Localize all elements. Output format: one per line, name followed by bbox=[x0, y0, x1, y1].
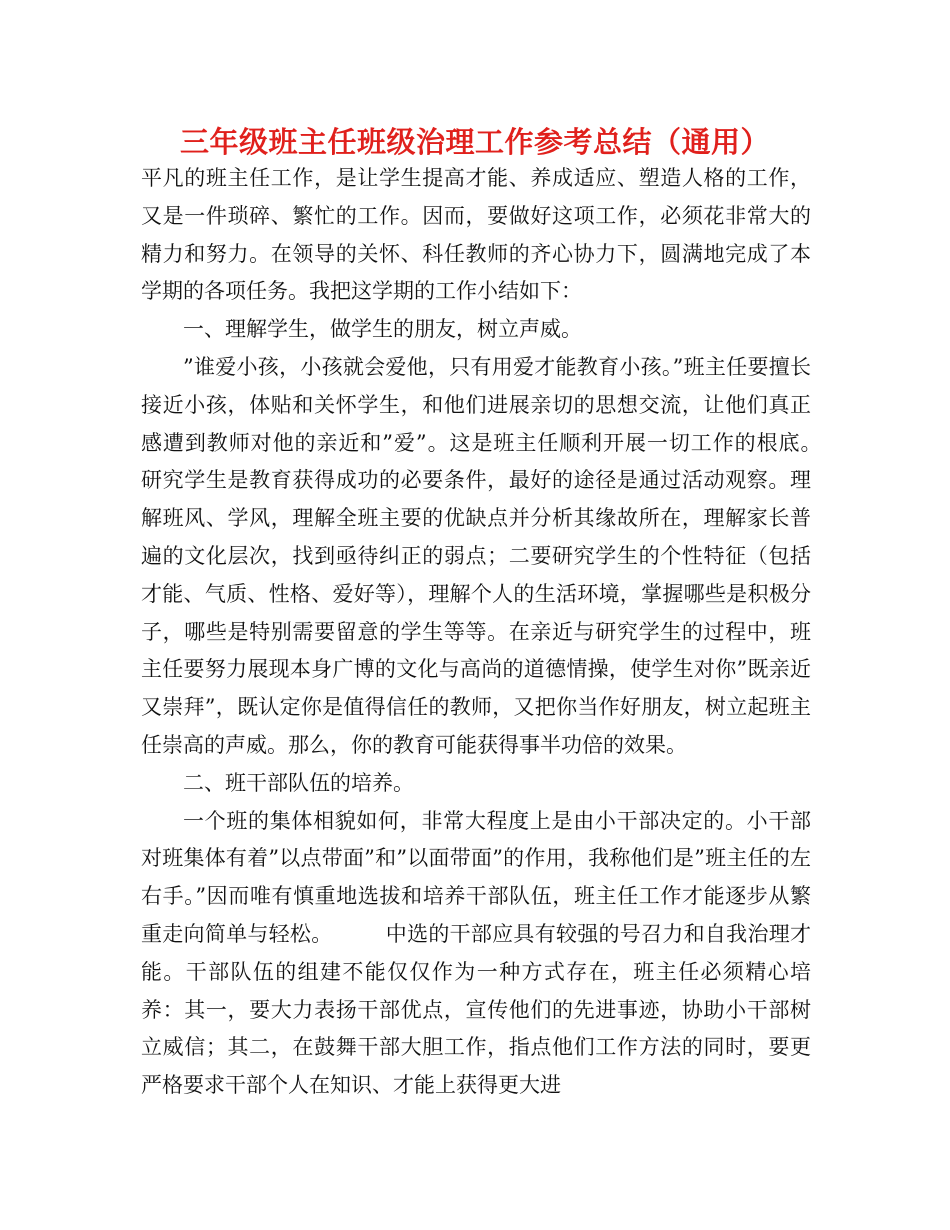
document-title: 三年级班主任班级治理工作参考总结（通用） bbox=[179, 125, 770, 159]
section-heading-1: 一、理解学生，做学生的朋友，树立声威。 bbox=[183, 317, 582, 342]
paragraph-section-2: 一个班的集体相貌如何，非常大程度上是由小干部决定的。小干部对班集体有着”以点带面”和”以面带面”的作用，我称他们是”班主任的左右手。”因而唯有慎重地选拔和培养干部队伍，班主任工作才能逐步从繁重走向简单与轻松。 中选的干部应具有较强的号召力和自我治理才能。干部队伍的组建不能仅仅作为一种方式存在，班主任必须精心培养：其一，要大力表扬干部优点，宣传他们的先进事迹，协助小干部树立威信；其二，在鼓舞干部大胆工作，指点他们工作方法的同时，要更严格要求干部个人在知识、才能上获得更大进 bbox=[141, 808, 811, 1098]
section-heading-2: 二、班干部队伍的培养。 bbox=[183, 770, 414, 795]
paragraph-intro: 平凡的班主任工作，是让学生提高才能、养成适应、塑造人格的工作，又是一件琐碎、繁忙的工作。因而，要做好这项工作，必须花非常大的精力和努力。在领导的关怀、科任教师的齐心协力下，圆满地完成了本学期的各项任务。我把这学期的工作小结如下： bbox=[141, 166, 811, 304]
document-body bbox=[141, 160, 853, 1105]
paragraph-section-1: ”谁爱小孩，小孩就会爱他，只有用爱才能教育小孩。”班主任要擅长接近小孩，体贴和关怀学生，和他们进展亲切的思想交流，让他们真正感遭到教师对他的亲近和”爱”。这是班主任顺利开展一切工作的根底。 研究学生是教育获得成功的必要条件，最好的途径是通过活动观察。理解班风、学风，理解全班主要的优缺点并分析其缘故所在，理解家长普遍的文化层次，找到亟待纠正的弱点；二要研究学生的个性特征（包括才能、气质、性格、爱好等），理解个人的生活环境，掌握哪些是积极分子，哪些是特别需要留意的学生等等。在亲近与研究学生的过程中，班主任要努力展现本身广博的文化与高尚的道德情操，使学生对你”既亲近又崇拜”，既认定你是值得信任的教师，又把你当作好朋友，树立起班主任崇高的声威。那么，你的教育可能获得事半功倍的效果。 bbox=[141, 354, 853, 757]
